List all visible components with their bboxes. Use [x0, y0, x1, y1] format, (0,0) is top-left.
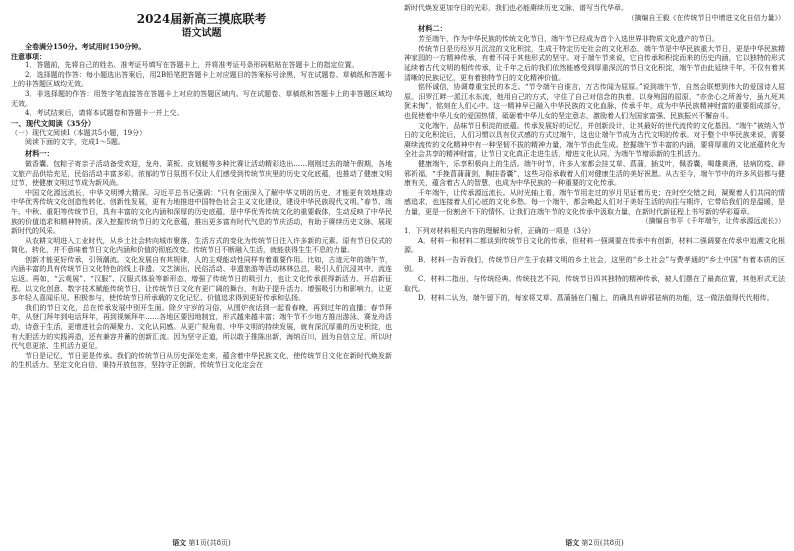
page-footer — [404, 538, 785, 548]
footer-subject: 语文 — [172, 538, 187, 547]
material-2-label: 材料二： — [418, 24, 447, 34]
question-option-d[interactable]: D．材料二认为，端午留下的，每家将艾草、菖蒲插在门楣上，的确具有辟邪祛病的功能，这一做法值得代代相传。 — [418, 294, 774, 303]
passage-paragraph: 芳至端午，作为中华民族的传统文化节日，端午节已经成为首个入选世界非物质文化遗产的节日。 — [418, 35, 719, 44]
question-option-b[interactable]: B．材料一告诉我们，传统节日产生于农耕文明的乡土社会，这里的“乡土社会”与费孝通的“乡土中国”有着本质的区别。 — [404, 255, 785, 274]
passage-paragraph: 我们的节日文化，总在传承发展中别开生面。除夕守岁的习俗，从围炉夜话到一起看春晚，再到过年的直播；春节拜年，从登门拜年到电话拜年，再到视频拜年……各地区要因地制宜，形式越来越丰富；端午节不少地方推出游泳、赛龙舟活动，诗意于生活，更增进社会的凝聚力、文化认同感。从更广视角看，中华文明的持续发展，就有深沉厚重的历史积淀，也有大胆活力的实践再造，还有兼容并蓄的创新汇流。因为坚守正道，所以敢于推陈出新，海纳百川，固为自信立足，所以时代气息更浓、生机活力更足。 — [11, 303, 392, 351]
passage-paragraph: 健康端午，乐享积极向上的生活。端午时节，许多人家都会挂艾草、菖蒲，插艾叶，佩香囊，喝雄黄酒，祛病防疫，辟邪祈福，“手挽菖蒲蒲剑，胸挂香囊”，这些习俗承载着人们对健康生活的美好祝愿。从古至今，端午节中的许多风俗都与健康有关，蕴含着古人的智慧，也成为中华民族的一种重要的文化传承。 — [404, 159, 785, 188]
page-footer — [11, 538, 392, 548]
passage-paragraph: 中国文化源远流长，中华文明博大精深。习近平总书记强调：“只有全面深入了解中华文明的历史，才能更有效地推动中华优秀传统文化创造性转化、创新性发展，更有力地推进中国特色社会主义文化建设，建设中华民族现代文明。”春节、端午、中秋、重阳等传统节日，具有丰富的文化内涵和深厚的历史底蕴，是中华优秀传统文化的重要载体，生动反映了中华民族的价值追求和精神特质。深入挖掘传统节日的文化意蕴，推出更多富有时代气息的节庆活动，有助于赓续历史文脉，展现新时代的风采。 — [11, 188, 392, 236]
notice-item: 4．考试结束后，请将本试题卷和答题卡一并上交。 — [25, 109, 184, 118]
notice-item: 1．答题前，先将自己的姓名、准考证号填写在答题卡上，并将准考证号条形码粘贴在答题卡上的指定位置。 — [25, 61, 359, 70]
passage-paragraph: 传统节日是历经岁月沉淀的文化积淀，生成于特定历史社会的文化形态，端午节是中华民族重大节日，更是中华民族精神家园的一方精神传承，有着不同于其他形式的坚守。对于端午节来说，它自传承和积淀而来的历史内涵，它以独特的形式延续着古代文明的相传传承，让千年之后的我们依然能感受到厚重深沉的节日文化积淀，端午节由此延续千年，不仅有着其清晰的民族记忆，更有着独特节日的文化精神价值。 — [404, 44, 785, 82]
reading-instruction: 阅读下面的文字，完成1～5题。 — [25, 138, 125, 147]
question-option-a[interactable]: A．材料一和材料二都谈到传统节日文化的传承，但材料一强调要在传承中有创新，材料二强调要在传承中追溯文化根源。 — [404, 236, 785, 255]
exam-subtitle: 语文试题 — [181, 28, 222, 39]
section-heading: 一、现代文阅读（35分） — [11, 118, 96, 128]
passage-paragraph: 做香囊、包粽子寄亲子活动备受欢迎，龙舟、菜板、皮划艇等多种比赛让活动精彩迭出……刚刚过去的端午假期，各地文旅产品供给充足，民俗活动丰富多彩，浓郁的节日氛围不仅让人们感受到传统节庆里的历史文化底蕴，也推动了健康文明过节，使健康文明过节成为新风尚。 — [11, 159, 392, 188]
passage-continuation: 新时代焕发更加夺目的光彩，我们也必能赓续历史文脉，谱写当代华章。 — [404, 4, 628, 12]
passage-paragraph: 铭怀诚信，协调尊重宝民的本乏。“节令端午自谁言，万古传闻为屈原。”说到端午节，自然会联想到伟大的爱国诗人屈原。汨罗江畔一派江水东流，他用自己的方式，守住了自己对信念的执着，以身殉国的屈原，“亦余心之所善兮，虽九死其犹未悔”，铭刻在人们心中。这一精神早已融入中华民族的文化血脉，传承千年，成为中华民族精神财富的重要组成部分，也促使着中华儿女的爱国热情，砥砺着中华儿女的坚定意志，激励着人们为国家富强、民族振兴不懈奋斗。 — [404, 83, 785, 120]
footer-page-number: 第1页(共8页) — [188, 539, 231, 547]
passage-paragraph: 创新才能更好传承，引领潮流。文化发展自有其规律，人的主观能动性同样有着重要作用。比如，古迹元年的端午节，内涵丰富的具有传统节日文化特色的线上非遗、文艺演出，民俗活动、非遗旅游等活动林林总总，吸引人们沉浸其中、流连忘返。再如，“云观展”、“汉服”、汉服式体验等新形态，增强了传统节日的吸引力，也让文化传承获得新活力、开启新征程。以文化创意、数字技术赋能传统节日，让传统节日文化有更广阔的舞台，有助于提升活力、增强吸引力和影响力，让更多年轻人喜闻乐见、积极参与，使传统节日所承载的文化记忆、价值追求得到更好传承和弘扬。 — [11, 255, 392, 303]
passage-paragraph: 千年端午，让传承源远流长。从时光轴上看，端午节用走过的岁月见证着历史；在时空交错之间，凝聚着人们共同的情感追求，也连接着人们心底的文化乡愁。每一个端午，都会唤起人们对于美好生活的向往与期许，它带给我们的是温暖，是力量，更是一份割舍不下的情怀。让我们在端午节的文化传承中汲取力量，在新时代新征程上书写新的华彩篇章。 — [404, 188, 785, 216]
question-stem: 1．下列对材料相关内容的理解和分析，正确的一项是（3分） — [404, 227, 595, 236]
question-1 — [404, 227, 785, 304]
notice-item: 3．非选择题的作答：用签字笔直接答在答题卡上对应的答题区域内。写在试题卷、草稿纸和答题卡上的非答题区域均无效。 — [11, 89, 392, 108]
passage-paragraph: 文化端午，品味节日积淀的底蕴。传承发展好的记忆，并创新设计，让其最好的世代流传的文化基因。“端午”被纳入节日的文化积淀后，人们习惯以具有仪式感的方式过端午，这也让端午节成为古代文明的传承。对于整个中华民族来说，需要赓续流传的文化精神中有一种坚韧不拔的精神力量，端午节由此生成。挖掘端午节丰富的内涵，要将厚重的文化底蕴转化为全社会共享的精神财富，让节日文化真正走进生活，增进文化认同，为端午节增添新的生机活力。 — [404, 121, 785, 159]
material-1-source: （摘编自王毅《在传统节日中增进文化自信力量》） — [627, 13, 785, 22]
question-option-c[interactable]: C．材料二指出，与传统经典、传统技艺不同，传统节日四其独特的精神传承，被人们摆在了最高位置，其他形式无法取代。 — [404, 275, 785, 293]
sub-section-heading: （一）现代文阅读Ⅰ（本题共5小题，19分） — [11, 128, 147, 137]
notice-item: 2．选择题的作答：每小题选出答案后，用2B铅笔把答题卡上对应题目的答案标号涂黑，写在试题卷、草稿纸和答题卡上的非答题区域均无效。 — [11, 70, 392, 89]
footer-page-number: 第2页(共8页) — [581, 539, 624, 547]
passage-paragraph: 从农耕文明进入工业时代，从乡土社会转向城市聚落，生活方式的变化为传统节日注入许多新的元素。原有节日仪式的简化、转化，并不意味着节日文化内涵和价值的彻底改变。传统节日不断融入生活，就能获得生生不息的力量。 — [11, 236, 392, 255]
exam-page-2 — [404, 0, 785, 551]
material-1-label: 材料一： — [25, 148, 54, 158]
passage-paragraph: 节日是记忆，节日更是传承。我们的传统节日从历史深处走来，蕴含着中华民族文化，使传统节日文化在新时代焕发新的生机活力。坚定文化自信，秉持开放包容，坚持守正创新，传统节日文化定会在 — [11, 351, 392, 370]
exam-title: 2024届新高三摸底联考 — [136, 12, 267, 26]
notice-heading: 注意事项： — [11, 51, 46, 61]
footer-subject: 语文 — [565, 538, 580, 547]
score-line: 全卷满分150分。考试用时150分钟。 — [25, 42, 146, 51]
exam-page-1 — [11, 0, 392, 551]
material-2-source: （摘编自韦平《千年端午，让传承源远流长》） — [641, 217, 785, 226]
